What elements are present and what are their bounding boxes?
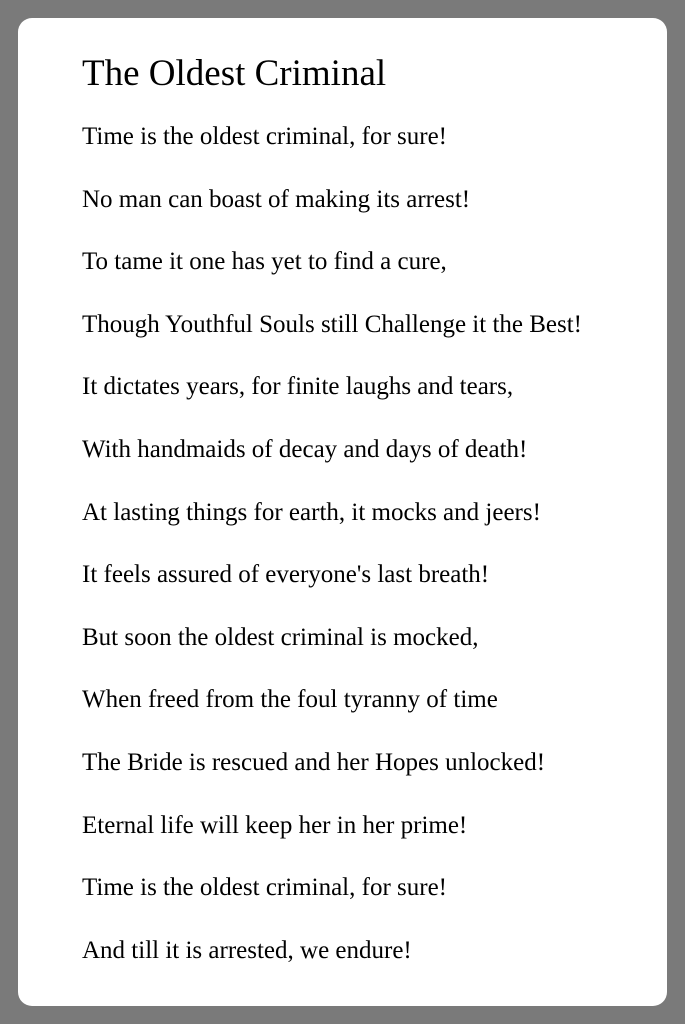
poem-line: It dictates years, for finite laughs and tears,: [82, 373, 514, 401]
poem-line: It feels assured of everyone's last breath!: [82, 561, 490, 589]
poem-title: The Oldest Criminal: [82, 53, 387, 94]
poem-page: [18, 18, 667, 1006]
poem-line: With handmaids of decay and days of death!: [82, 435, 528, 463]
poem-line: Time is the oldest criminal, for sure!: [82, 874, 447, 902]
poem-line: To tame it one has yet to find a cure,: [82, 248, 447, 276]
poem-line: No man can boast of making its arrest!: [82, 185, 471, 213]
poem-line: Eternal life will keep her in her prime!: [82, 811, 468, 839]
poem-line: But soon the oldest criminal is mocked,: [82, 623, 479, 651]
poem-line: At lasting things for earth, it mocks and jeers!: [82, 498, 541, 526]
poem-line: And till it is arrested, we endure!: [82, 936, 412, 964]
poem-line: Time is the oldest criminal, for sure!: [82, 123, 447, 150]
poem-body: [82, 118, 582, 994]
poem-line: Though Youthful Souls still Challenge it the Best!: [82, 310, 583, 338]
poem-line: When freed from the foul tyranny of time: [82, 686, 498, 714]
poem-line: The Bride is rescued and her Hopes unlocked!: [82, 748, 546, 776]
